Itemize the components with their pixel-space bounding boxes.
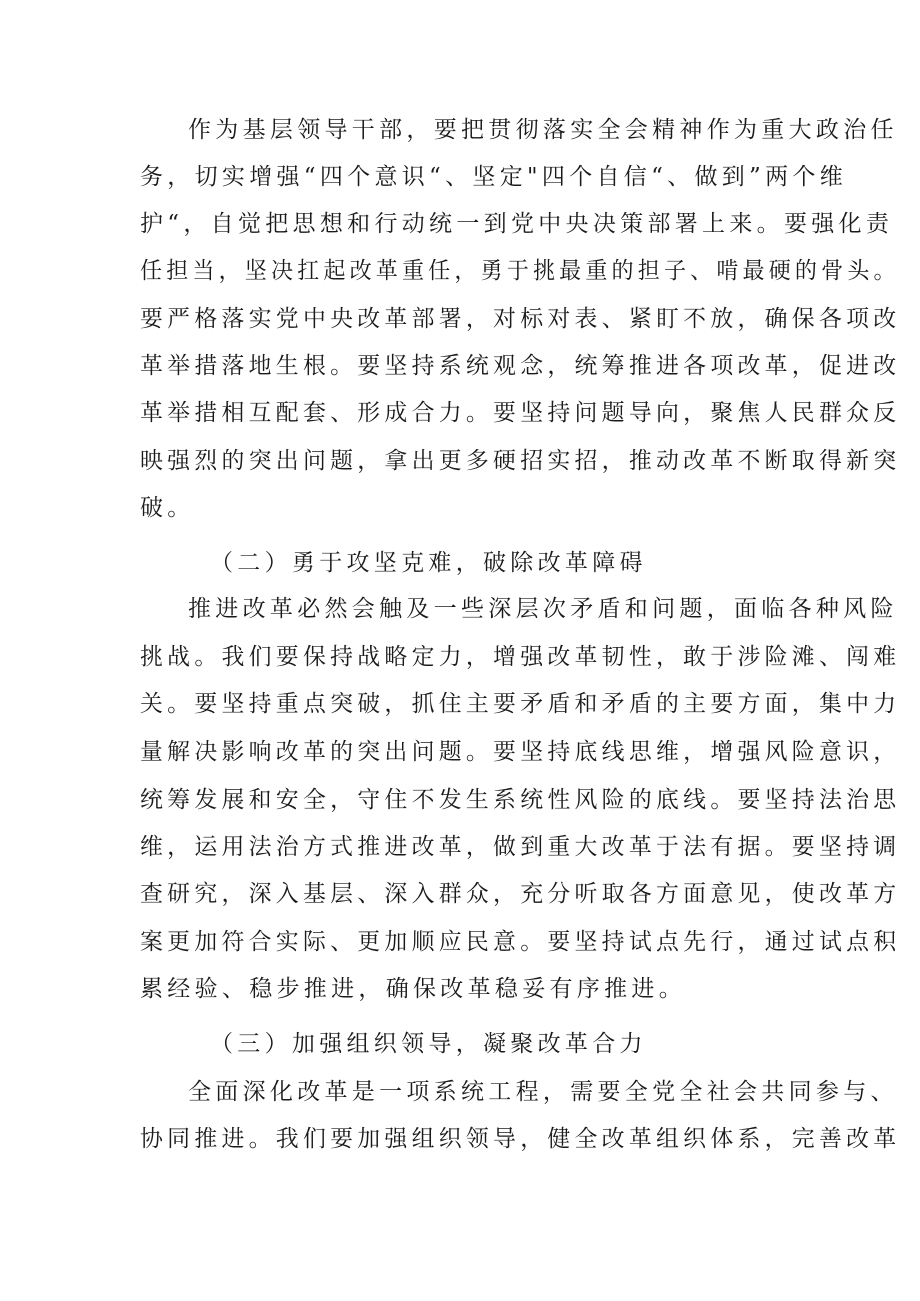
paragraph-1-line-6: 革举措落地生根。要坚持系统观念，统筹推进各项改革，促进改	[140, 353, 901, 379]
paragraph-2-line-7: 查研究，深入基层、深入群众，充分听取各方面意见，使改革方	[140, 881, 901, 907]
paragraph-2-line-4: 量解决影响改革的突出问题。要坚持底线思维，增强风险意识，	[140, 739, 901, 765]
paragraph-1-line-2: 务，切实增强“四个意识“、坚定"四个自信“、做到”两个维	[140, 164, 848, 190]
paragraph-2-line-1: 推进改革必然会触及一些深层次矛盾和问题，面临各种风险	[188, 596, 898, 622]
paragraph-1-line-4: 任担当，坚决扛起改革重任，勇于挑最重的担子、啃最硬的骨头。	[140, 258, 900, 284]
paragraph-2-line-6: 维，运用法治方式推进改革，做到重大改革于法有据。要坚持调	[140, 834, 901, 860]
paragraph-1-line-9: 破。	[140, 495, 195, 521]
paragraph-2-line-8: 案更加符合实际、更加顺应民意。要坚持试点先行，通过试点积	[140, 929, 901, 955]
paragraph-1-line-1: 作为基层领导干部，要把贯彻落实全会精神作为重大政治任	[188, 117, 898, 143]
paragraph-2-line-3: 关。要坚持重点突破，抓住主要矛盾和矛盾的主要方面，集中力	[140, 691, 901, 717]
paragraph-1-line-5: 要严格落实党中央改革部署，对标对表、紧盯不放，确保各项改	[140, 306, 901, 332]
section-heading-3: （三）加强组织领导，凝聚改革合力	[210, 1031, 647, 1057]
paragraph-1-line-3: 护“，自觉把思想和行动统一到党中央决策部署上来。要强化责	[140, 211, 894, 237]
paragraph-2-line-2: 挑战。我们要保持战略定力，增强改革韧性，敢于涉险滩、闯难	[140, 644, 901, 670]
paragraph-3-line-2: 协同推进。我们要加强组织领导，健全改革组织体系，完善改革	[140, 1126, 901, 1152]
paragraph-1-line-7: 革举措相互配套、形成合力。要坚持问题导向，聚焦人民群众反	[140, 400, 901, 426]
paragraph-2-line-9: 累经验、稳步推进，确保改革稳妥有序推进。	[140, 976, 686, 1002]
paragraph-2-line-5: 统筹发展和安全，守住不发生系统性风险的底线。要坚持法治思	[140, 787, 901, 813]
section-heading-2: （二）勇于攻坚克难，破除改革障碍	[210, 550, 647, 576]
paragraph-1-line-8: 映强烈的突出问题，拿出更多硬招实招，推动改革不断取得新突	[140, 448, 901, 474]
paragraph-3-line-1: 全面深化改革是一项系统工程，需要全党全社会共同参与、	[188, 1079, 898, 1105]
